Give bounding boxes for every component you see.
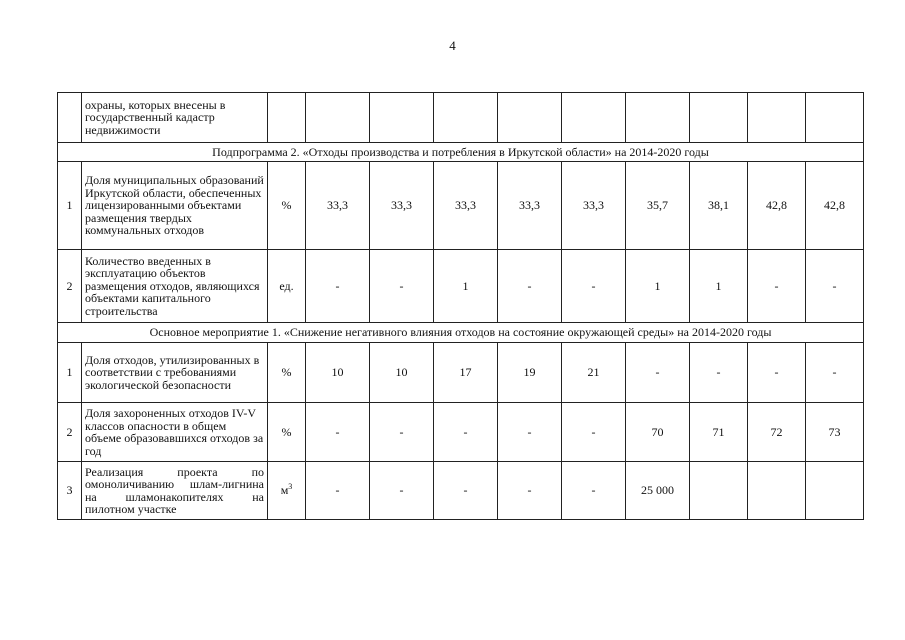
table-row bbox=[58, 343, 864, 403]
page-number: 4 bbox=[449, 38, 456, 53]
value-cell: - bbox=[498, 462, 562, 520]
value-cell: 33,3 bbox=[434, 162, 498, 250]
value-cell: 33,3 bbox=[562, 162, 626, 250]
value-cell: 1 bbox=[626, 250, 690, 323]
value-cell bbox=[806, 93, 864, 143]
value-cell: 33,3 bbox=[498, 162, 562, 250]
table-row bbox=[58, 93, 864, 143]
unit-cell bbox=[268, 462, 306, 520]
value-cell: - bbox=[806, 250, 864, 323]
value-cell: 42,8 bbox=[806, 162, 864, 250]
unit-cell bbox=[268, 93, 306, 143]
value-cell bbox=[690, 93, 748, 143]
section-title: Подпрограмма 2. «Отходы производства и потребления в Иркутской области» на 2014-2020 годы bbox=[58, 143, 864, 162]
indicators-table bbox=[57, 92, 864, 520]
unit-base: м bbox=[280, 483, 289, 498]
indicator-name: охраны, которых внесены в государственный кадастр недвижимости bbox=[82, 93, 268, 143]
value-cell: 33,3 bbox=[306, 162, 370, 250]
value-cell: - bbox=[306, 462, 370, 520]
value-cell bbox=[806, 462, 864, 520]
table-row bbox=[58, 250, 864, 323]
value-cell bbox=[748, 462, 806, 520]
row-number: 1 bbox=[58, 343, 82, 403]
value-cell: - bbox=[806, 343, 864, 403]
table-row bbox=[58, 462, 864, 520]
section-row bbox=[58, 143, 864, 162]
value-cell: - bbox=[748, 250, 806, 323]
value-cell: - bbox=[562, 403, 626, 462]
value-cell: - bbox=[562, 462, 626, 520]
value-cell: 17 bbox=[434, 343, 498, 403]
value-cell: 10 bbox=[370, 343, 434, 403]
value-cell: 42,8 bbox=[748, 162, 806, 250]
value-cell bbox=[562, 93, 626, 143]
indicator-name: Доля муниципальных образований Иркутской области, обеспеченных лицензированными объектами размещения твердых коммунальных отходов bbox=[82, 162, 268, 250]
value-cell: 21 bbox=[562, 343, 626, 403]
value-cell: 35,7 bbox=[626, 162, 690, 250]
indicator-name: Реализация проекта по омоноличиванию шлам-лигнина на шламонакопителях на пилотном участке bbox=[82, 462, 268, 520]
value-cell: 71 bbox=[690, 403, 748, 462]
row-number: 2 bbox=[58, 250, 82, 323]
row-number: 2 bbox=[58, 403, 82, 462]
row-number bbox=[58, 93, 82, 143]
value-cell: - bbox=[434, 403, 498, 462]
table-row bbox=[58, 403, 864, 462]
value-cell: - bbox=[626, 343, 690, 403]
value-cell bbox=[306, 93, 370, 143]
value-cell: - bbox=[434, 462, 498, 520]
value-cell: 73 bbox=[806, 403, 864, 462]
unit-cell: % bbox=[268, 343, 306, 403]
unit-cell: % bbox=[268, 162, 306, 250]
table-row bbox=[58, 162, 864, 250]
indicator-name: Количество введенных в эксплуатацию объектов размещения отходов, являющихся объектами капитального строительства bbox=[82, 250, 268, 323]
value-cell bbox=[498, 93, 562, 143]
value-cell bbox=[626, 93, 690, 143]
value-cell bbox=[434, 93, 498, 143]
unit-cell: % bbox=[268, 403, 306, 462]
unit-cell: ед. bbox=[268, 250, 306, 323]
row-number: 3 bbox=[58, 462, 82, 520]
value-cell: 1 bbox=[690, 250, 748, 323]
value-cell: - bbox=[562, 250, 626, 323]
value-cell: - bbox=[370, 462, 434, 520]
value-cell: - bbox=[370, 250, 434, 323]
value-cell bbox=[690, 462, 748, 520]
value-cell: - bbox=[498, 403, 562, 462]
value-cell: 33,3 bbox=[370, 162, 434, 250]
value-cell: - bbox=[748, 343, 806, 403]
indicator-name: Доля захороненных отходов IV-V классов опасности в общем объеме образовавшихся отходов за год bbox=[82, 403, 268, 462]
value-cell: - bbox=[690, 343, 748, 403]
value-cell: 1 bbox=[434, 250, 498, 323]
unit-superscript: 3 bbox=[288, 482, 293, 492]
value-cell: 72 bbox=[748, 403, 806, 462]
value-cell: 70 bbox=[626, 403, 690, 462]
value-cell: - bbox=[498, 250, 562, 323]
value-cell: 19 bbox=[498, 343, 562, 403]
value-cell: 25 000 bbox=[626, 462, 690, 520]
row-number: 1 bbox=[58, 162, 82, 250]
value-cell: 38,1 bbox=[690, 162, 748, 250]
section-title: Основное мероприятие 1. «Снижение негативного влияния отходов на состояние окружающей среды» на 2014-2020 годы bbox=[58, 323, 864, 343]
value-cell: - bbox=[306, 250, 370, 323]
value-cell bbox=[748, 93, 806, 143]
indicator-name: Доля отходов, утилизированных в соответствии с требованиями экологической безопасности bbox=[82, 343, 268, 403]
value-cell: - bbox=[306, 403, 370, 462]
value-cell: - bbox=[370, 403, 434, 462]
value-cell bbox=[370, 93, 434, 143]
value-cell: 10 bbox=[306, 343, 370, 403]
section-row bbox=[58, 323, 864, 343]
